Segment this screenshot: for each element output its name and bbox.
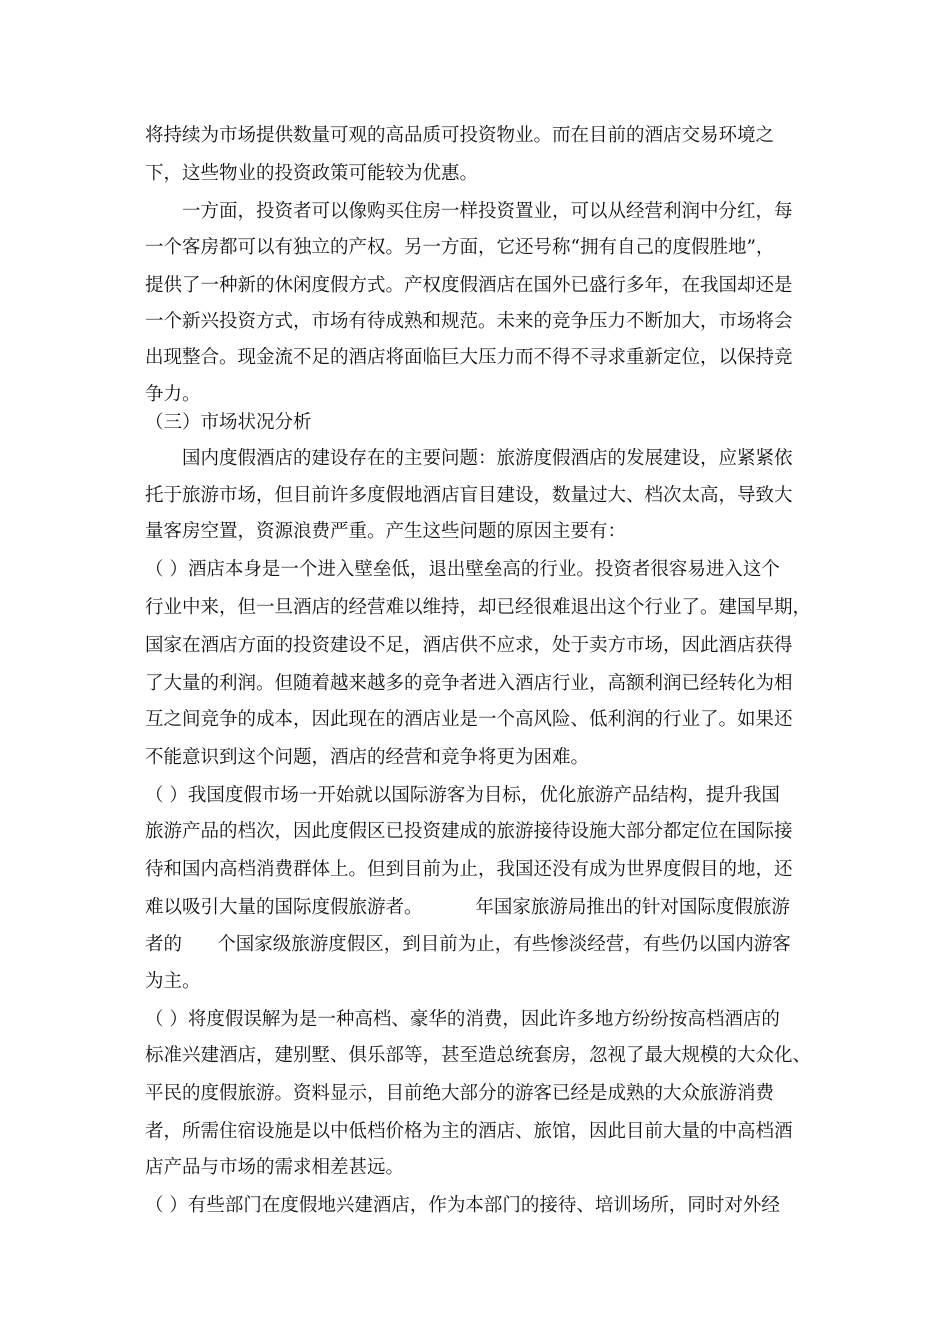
text-line: （ ）我国度假市场一开始就以国际游客为目标，优化旅游产品结构，提升我国 [145, 785, 780, 806]
text-line: 一个客房都可以有独立的产权。另一方面，它还号称“拥有自己的度假胜地”， [145, 237, 775, 258]
text-line: 者，所需住宿设施是以中低档价格为主的酒店、旅馆，因此目前大量的中高档酒 [145, 1121, 793, 1142]
text-line: （ ）酒店本身是一个进入壁垒低，退出壁垒高的行业。投资者很容易进入这个 [145, 559, 780, 580]
text-line: 旅游产品的档次，因此度假区已投资建成的旅游接待设施大部分都定位在国际接 [145, 821, 793, 842]
section-heading: （三）市场状况分析 [145, 412, 312, 433]
text-line: 争力。 [145, 384, 201, 405]
text-line: 国家在酒店方面的投资建设不足，酒店供不应求，处于卖方市场，因此酒店获得 [145, 635, 793, 656]
text-line: 国内度假酒店的建设存在的主要问题：旅游度假酒店的发展建设，应紧紧依 [182, 448, 793, 469]
text-line: 量客房空置，资源浪费严重。产生这些问题的原因主要有： [145, 521, 627, 542]
text-line: 者的 个国家级旅游度假区，到目前为止，有些惨淡经营，有些仍以国内游客 [145, 934, 791, 955]
text-line: 了大量的利润。但随着越来越多的竞争者进入酒店行业，高额利润已经转化为相 [145, 673, 793, 694]
text-line: 为主。 [145, 971, 201, 992]
text-line: 出现整合。现金流不足的酒店将面临巨大压力而不得不寻求重新定位，以保持竞 [145, 347, 793, 368]
text-line: 行业中来，但一旦酒店的经营难以维持，却已经很难退出这个行业了。建国早期， [145, 597, 812, 618]
text-line: 店产品与市场的需求相差甚远。 [145, 1157, 405, 1178]
text-line: （ ）将度假误解为是一种高档、豪华的消费，因此许多地方纷纷按高档酒店的 [145, 1009, 780, 1030]
text-line: （ ）有些部门在度假地兴建酒店，作为本部门的接待、培训场所，同时对外经 [145, 1195, 780, 1216]
text-line: 托于旅游市场，但目前许多度假地酒店盲目建设，数量过大、档次太高，导致大 [145, 485, 793, 506]
text-line: 不能意识到这个问题，酒店的经营和竞争将更为困难。 [145, 747, 590, 768]
text-line: 提供了一种新的休闲度假方式。产权度假酒店在国外已盛行多年，在我国却还是 [145, 275, 793, 296]
text-line: 平民的度假旅游。资料显示，目前绝大部分的游客已经是成熟的大众旅游消费 [145, 1083, 775, 1104]
text-line: 下，这些物业的投资政策可能较为优惠。 [145, 163, 479, 184]
text-line: 标准兴建酒店，建别墅、俱乐部等，甚至造总统套房，忽视了最大规模的大众化、 [145, 1045, 812, 1066]
text-line: 互之间竞争的成本，因此现在的酒店业是一个高风险、低利润的行业了。如果还 [145, 709, 793, 730]
text-line: 一个新兴投资方式，市场有待成熟和规范。未来的竞争压力不断加大，市场将会 [145, 311, 793, 332]
text-line: 待和国内高档消费群体上。但到目前为止，我国还没有成为世界度假目的地，还 [145, 859, 793, 880]
text-line: 难以吸引大量的国际度假旅游者。 年国家旅游局推出的针对国际度假旅游 [145, 897, 790, 918]
text-line: 将持续为市场提供数量可观的高品质可投资物业。而在目前的酒店交易环境之 [145, 125, 775, 146]
text-line: 一方面，投资者可以像购买住房一样投资置业，可以从经营利润中分红，每 [182, 201, 793, 222]
